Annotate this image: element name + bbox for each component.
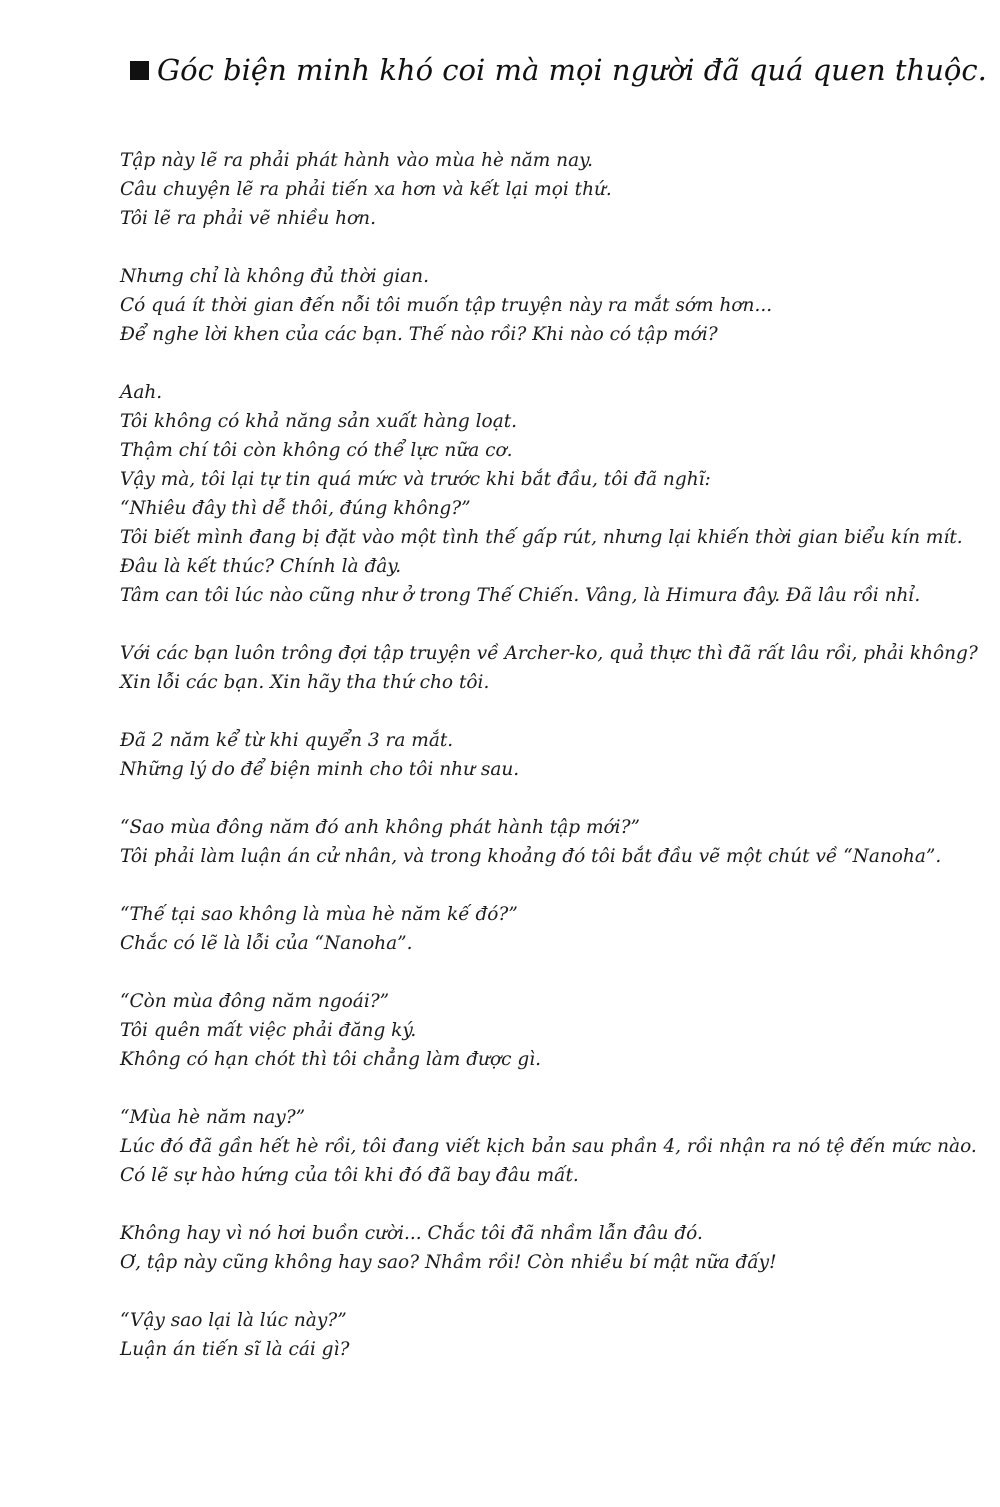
text-line: Chắc có lẽ là lỗi của “Nanoha”. [120, 933, 413, 954]
text-line: Luận án tiến sĩ là cái gì? [120, 1339, 350, 1360]
text-line: Có quá ít thời gian đến nỗi tôi muốn tập truyện này ra mắt sớm hơn... [120, 295, 773, 316]
text-line: “Nhiêu đây thì dễ thôi, đúng không?” [120, 498, 471, 519]
paragraph [120, 639, 980, 697]
text-line: “Còn mùa đông năm ngoái?” [120, 991, 390, 1012]
paragraph [120, 146, 980, 233]
text-line: “Mùa hè năm nay?” [120, 1107, 306, 1128]
text-line: “Sao mùa đông năm đó anh không phát hành tập mới?” [120, 817, 640, 838]
text-line: “Vậy sao lại là lúc này?” [120, 1310, 347, 1331]
text-line: Để nghe lời khen của các bạn. Thế nào rồi? Khi nào có tập mới? [120, 324, 718, 345]
page-heading [130, 48, 987, 92]
text-line: Những lý do để biện minh cho tôi như sau. [120, 759, 520, 780]
text-line: Aah. [120, 382, 163, 403]
paragraph [120, 987, 980, 1074]
text-line: Tôi biết mình đang bị đặt vào một tình thế gấp rút, nhưng lại khiến thời gian biểu kín mít. [120, 527, 963, 548]
paragraph [120, 378, 980, 610]
text-line: Câu chuyện lẽ ra phải tiến xa hơn và kết lại mọi thứ. [120, 179, 612, 200]
text-line: Ơ, tập này cũng không hay sao? Nhầm rồi! Còn nhiều bí mật nữa đấy! [120, 1252, 777, 1273]
paragraph [120, 1103, 980, 1190]
text-line: Nhưng chỉ là không đủ thời gian. [120, 266, 429, 287]
paragraph [120, 813, 980, 871]
page-title: Góc biện minh khó coi mà mọi người đã quá quen thuộc. [157, 53, 987, 87]
text-line: Tôi quên mất việc phải đăng ký. [120, 1020, 417, 1041]
text-line: Tôi không có khả năng sản xuất hàng loạt. [120, 411, 518, 432]
paragraph [120, 262, 980, 349]
text-line: Có lẽ sự hào hứng của tôi khi đó đã bay đâu mất. [120, 1165, 579, 1186]
text-line: Tâm can tôi lúc nào cũng như ở trong Thế Chiến. Vâng, là Himura đây. Đã lâu rồi nhỉ. [120, 585, 921, 606]
text-line: “Thế tại sao không là mùa hè năm kế đó?” [120, 904, 518, 925]
paragraph [120, 900, 980, 958]
text-line: Đã 2 năm kể từ khi quyển 3 ra mắt. [120, 730, 454, 751]
text-line: Tôi lẽ ra phải vẽ nhiều hơn. [120, 208, 376, 229]
text-line: Không hay vì nó hơi buồn cười... Chắc tôi đã nhầm lẫn đâu đó. [120, 1223, 703, 1244]
text-line: Vậy mà, tôi lại tự tin quá mức và trước khi bắt đầu, tôi đã nghĩ: [120, 469, 711, 490]
body-text [120, 146, 980, 1393]
text-line: Lúc đó đã gần hết hè rồi, tôi đang viết kịch bản sau phần 4, rồi nhận ra nó tệ đến mức nào. [120, 1136, 977, 1157]
text-line: Xin lỗi các bạn. Xin hãy tha thứ cho tôi. [120, 672, 490, 693]
text-line: Đâu là kết thúc? Chính là đây. [120, 556, 402, 577]
paragraph [120, 1219, 980, 1277]
paragraph [120, 1306, 980, 1364]
text-line: Với các bạn luôn trông đợi tập truyện về Archer-ko, quả thực thì đã rất lâu rồi, phải không? [120, 643, 978, 664]
text-line: Tập này lẽ ra phải phát hành vào mùa hè năm nay. [120, 150, 594, 171]
text-line: Thậm chí tôi còn không có thể lực nữa cơ. [120, 440, 513, 461]
text-line: Không có hạn chót thì tôi chẳng làm được gì. [120, 1049, 541, 1070]
text-line: Tôi phải làm luận án cử nhân, và trong khoảng đó tôi bắt đầu vẽ một chút về “Nanoha”. [120, 846, 942, 867]
black-square-bullet-icon [130, 61, 149, 80]
paragraph [120, 726, 980, 784]
